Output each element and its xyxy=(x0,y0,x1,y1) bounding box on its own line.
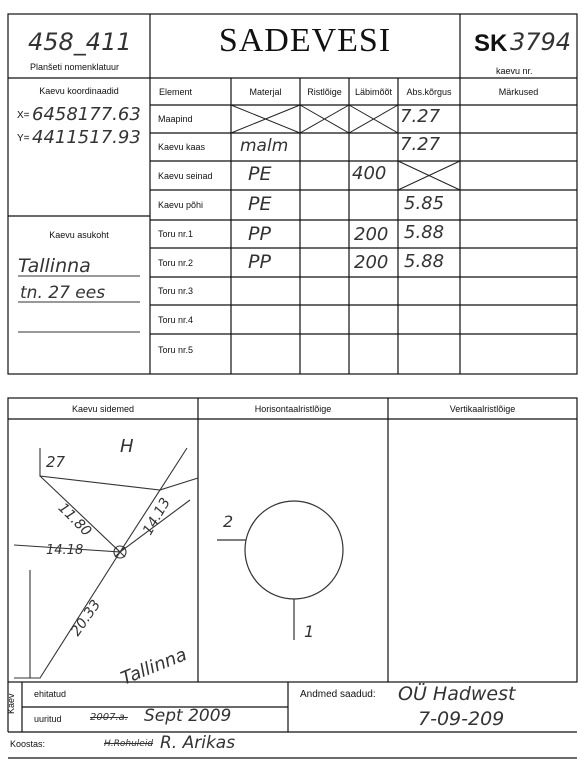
horisontaal-label: Horisontaalristlõige xyxy=(254,404,332,414)
table-row-element: Toru nr.2 xyxy=(158,257,194,268)
koostas-label: Koostas: xyxy=(10,739,46,749)
sk-prefix: SK xyxy=(474,30,508,57)
sketch-dim: 14.13 xyxy=(140,495,174,538)
th-element: Element xyxy=(159,86,193,97)
sketch-dim: 27 xyxy=(46,453,66,471)
site-sketch xyxy=(14,448,198,678)
th-labimoot: Läbimõõt xyxy=(354,86,393,97)
uuritud-struck: 2007.a. xyxy=(90,712,128,723)
location-line2: tn. 27 ees xyxy=(20,283,106,303)
table-row-materjal: PE xyxy=(248,163,272,185)
sketch-dim: 14.18 xyxy=(46,543,84,558)
pipe-label-2: 2 xyxy=(223,512,234,531)
uuritud-label: uuritud xyxy=(34,714,62,724)
x-value: 6458177.63 xyxy=(32,104,141,125)
table-row-materjal: PE xyxy=(248,193,272,215)
table-row-element: Toru nr.4 xyxy=(158,314,194,325)
table-row-materjal: PP xyxy=(248,251,271,273)
x-label: X= xyxy=(17,110,30,121)
table-row-abs: 5.88 xyxy=(404,222,445,243)
koostas-value: R. Arikas xyxy=(160,733,236,753)
y-label: Y= xyxy=(17,133,30,144)
vertikaal-label: Vertikaalristlõige xyxy=(449,404,516,414)
table-row-materjal: PP xyxy=(248,223,271,245)
table-row-element: Kaevu põhi xyxy=(158,200,204,210)
andmed-value2: 7-09-209 xyxy=(418,708,505,730)
nomenclature-label: Planšeti nomenklatuur xyxy=(30,62,120,72)
coords-label: Kaevu koordinaadid xyxy=(39,86,119,96)
table-row-element: Toru nr.5 xyxy=(158,345,194,355)
table-row-element: Kaevu kaas xyxy=(158,142,206,152)
koostas-struck: H.Rohuleid xyxy=(104,739,154,749)
kaev-label: Kaev xyxy=(6,693,16,714)
table-row-abs: 5.85 xyxy=(404,193,445,214)
table-row-element: Toru nr.1 xyxy=(158,229,194,239)
nomenclature-value: 458_411 xyxy=(28,28,132,56)
sketch-street: Tallinna xyxy=(118,644,190,690)
ehitatud-label: ehitatud xyxy=(34,689,67,699)
location-line1: Tallinna xyxy=(18,255,91,277)
table-row-abs: 5.88 xyxy=(404,251,445,272)
andmed-label: Andmed saadud: xyxy=(300,689,376,700)
location-label: Kaevu asukoht xyxy=(49,230,109,240)
y-value: 4411517.93 xyxy=(32,127,141,148)
table-row-element: Kaevu seinad xyxy=(158,170,213,181)
table-row-labimoot: 200 xyxy=(354,252,389,273)
table-row-abs: 7.27 xyxy=(400,106,441,127)
th-ristloige: Ristlõige xyxy=(307,86,342,97)
table-row-materjal: malm xyxy=(240,136,289,156)
sidemed-label: Kaevu sidemed xyxy=(71,404,135,414)
andmed-value1: OÜ Hadwest xyxy=(398,683,516,705)
th-materjal: Materjal xyxy=(249,86,282,97)
table-row-element: Toru nr.3 xyxy=(158,286,194,296)
sketch-dim: 11.80 xyxy=(54,500,95,540)
th-abs-korgus: Abs.kõrgus xyxy=(406,86,452,97)
table-row-labimoot: 200 xyxy=(354,224,389,245)
uuritud-value: Sept 2009 xyxy=(144,706,232,726)
horizontal-section xyxy=(217,501,343,640)
page-title: SADEVESI xyxy=(218,22,392,59)
table-row-abs: 7.27 xyxy=(400,134,441,155)
th-markused: Märkused xyxy=(498,86,539,97)
sketch-dim: 20.33 xyxy=(68,597,105,640)
pipe-label-1: 1 xyxy=(304,622,315,641)
table-row-element: Maapind xyxy=(158,114,193,124)
sk-number: 3794 xyxy=(510,28,572,56)
sketch-letter-h: H xyxy=(120,436,134,457)
sk-label: kaevu nr. xyxy=(496,66,533,76)
table-row-labimoot: 400 xyxy=(352,163,387,184)
